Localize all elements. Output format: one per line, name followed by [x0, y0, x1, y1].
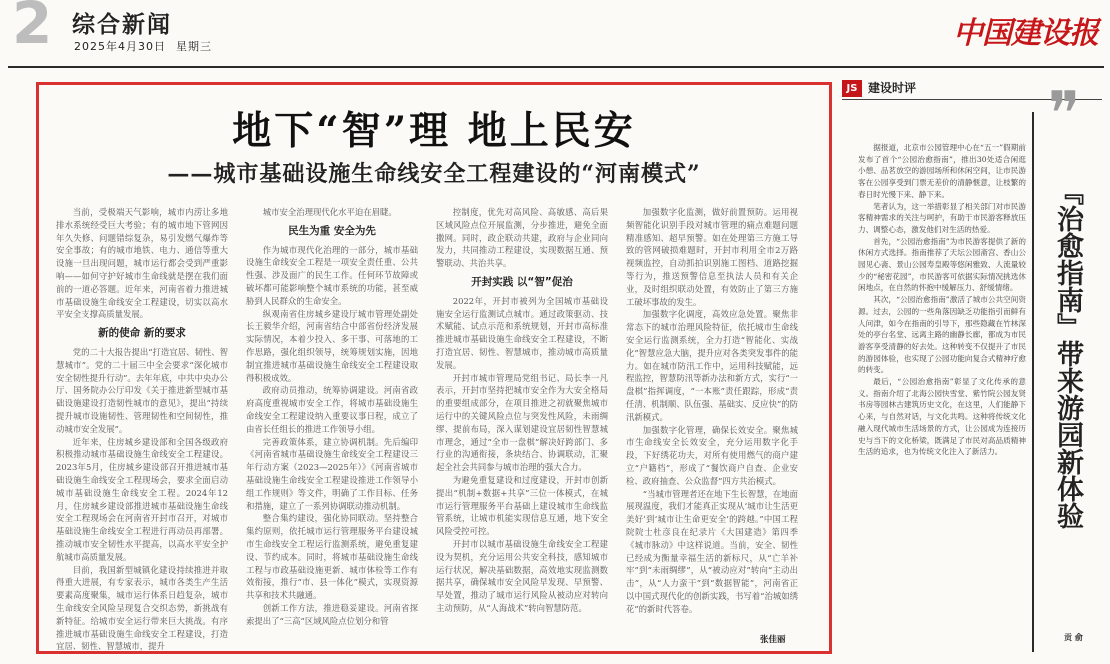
commentary-paragraph: 首先，“公园治愈指南”为市民游客提供了新的休闲方式选择。指南推荐了天坛公园斋宫、香山公园见心斋、景山公园寿皇殿等悠闲雅致、人流量较少的“秘密花园”，市民游客可依据实际情况挑选休闲地点，在自然的怀抱中缓解压力、舒缓情绪。	[858, 236, 1026, 293]
weekday-text: 星期三	[176, 40, 212, 53]
article-paragraph: 加强数字化监测，做好前置预防。运用视频智能化识别手段对城市管理的痛点难题问题精准感知、超早预警。如在处理第三方施工导致的管网破损难题时，开封市利用全市2万路视频监控，自动抓拍识别施工图档、道路挖掘等行为，推送预警信息至执法人员和有关企业，及时组织联动处置，有效防止了第三方施工破坏事故的发生。	[626, 207, 798, 307]
quote-mark-icon: ❞	[1048, 79, 1081, 149]
commentary-paragraph: 据报道，北京市公园管理中心在“五一”假期前发布了首个“公园治愈指南”，推出30处适合闲逛小憩、品茗放空的游园场所和休闲空间，让市民游客在公园享受到门票无差价的清静惬意，让枝繁的春日时光慢下来、静下来。	[858, 143, 1026, 199]
article-paragraph: 党的二十大报告提出“打造宜居、韧性、智慧城市”。党的二十届三中全会要求“深化城市安全韧性提升行动”。去年年底，中共中央办公厅、国务院办公厅印发《关于推进新型城市基础设施建设打造韧性城市的意见》，提出“持续提升城市设施韧性、管理韧性和空间韧性，推动城市安全发展”。	[56, 346, 228, 434]
date-text: 2025年4月30日	[74, 40, 166, 53]
article-column-4	[626, 206, 798, 646]
commentary-paragraph: 最后，“公园治愈指南”彰显了文化传承的意义。指南介绍了北海公园快雪堂、紫竹院公园友贤书房等园林古建筑历史文化，在这里，人们能静下心来，与自然对话，与文化共鸣。这种将传统文化融入现代城市生活场景的方式，让公园成为连接历史与当下的文化桥梁，既满足了市民对高品质精神生活的追求，也为传统文化注入了新活力。	[858, 377, 1026, 457]
commentary-divider	[1032, 112, 1034, 652]
article-author: 张佳丽	[760, 635, 786, 645]
article-paragraph: “当城市管理者还在地下生长智慧，在地面展现温度，我们才能真正实现从‘城市让生活更美好’到‘城市让生命更安全’的跨越。”中国工程院院士杜彦良在纪录片《大国建造》第四季《城市脉动》中这样说道。当前，安全、韧性已经成为衡量幸福生活的新标尺，从“亡羊补牢”到“未雨绸缪”，从“被动应对”转向“主动出击”，从“人力蛮干”到“数据智能”，河南省正以中国式现代化的创新实践，书写着“治城如绣花”的新时代答卷。	[626, 488, 798, 614]
article-paragraph: 2022年，开封市被列为全国城市基础设施安全运行监测试点城市。通过政策驱动、技术赋能、试点示范和系统规划，开封市高标准推进城市基础设施生命线安全工程建设，不断打造宜居、韧性、智慧城市，推动城市高质量发展。	[436, 295, 608, 370]
article-column-1	[56, 206, 228, 652]
commentary-label: 建设时评	[868, 81, 917, 95]
article-paragraph: 加强数字化管理，确保长效安全。聚焦城市生命线安全长效安全，充分运用数字化手段，下好绣花功夫，对所有使用燃气的商户建立“户籍档”，形成了“餐饮商户自查、企业安检、政府抽查、公众监督”四方共治模式。	[626, 424, 798, 486]
article-paragraph: 当前，受极端天气影响，城市内涝让多地排水系统经受巨大考验；有的城市地下管网因年久失修、问题错综复杂，易引发燃气爆炸等安全事故；有的城市地铁、电力、通信等重大设施一旦出现问题，城市运行都会受到严重影响——如何守护好城市生命线就是摆在我们面前的一道必答题。近年来，河南省着力推进城市基础设施生命线安全工程建设，切实以高水平安全支撑高质量发展。	[56, 207, 228, 320]
section-title: 综合新闻	[72, 12, 172, 38]
article-paragraph: 整合集约建设，强化协同联动。坚持整合集约原则，依托城市运行管理服务平台建设城市生命线安全工程运行监测系统，避免重复建设、节约成本。同时，将城市基础设施生命线工程与市政基础设施更新、城市体检等工作有效衔接，推行“市、县一体化”模式，实现资源共享和技术共融通。	[246, 513, 418, 601]
article-paragraph: 纵观南省住房城乡建设厅城市管理处副处长王毅华介绍，河南省结合中部省份经济发展实际情况，本着少投入、多干事、可落地的工作思路，强化组织领导，统筹规划实施，因地制宜推进城市基础设施生命线安全工程建设取得积极成效。	[246, 308, 418, 383]
article-paragraph: 近年来，住房城乡建设部和全国各级政府积极推动城市基础设施生命线安全工程建设。2023年5月，住房城乡建设部召开推进城市基础设施生命线安全工程现场会，要求全面启动城市基础设施生命线安全工程。2024年12月，住房城乡建设部推进城市基础设施生命线安全工程现场会在河南省开封市召开，对城市基础设施生命线安全工程进行再动员再部署。推动城市安全韧性水平提高，以高水平安全护航城市高质量发展。	[56, 436, 228, 562]
header-rule	[8, 66, 1104, 68]
commentary-author: 贡 俞	[1064, 633, 1083, 642]
article-paragraph: 作为城市现代化治理的一部分，城市基础设施生命线安全工程是一项安全责任重、公共性强、涉及面广的民生工作。任何环节故障或破坏都可能影响整个城市系统的功能，甚至威胁到人民群众的生命安全。	[246, 244, 418, 306]
commentary-body	[858, 142, 1026, 647]
section-heading: 开封实践 以“智”促治	[471, 275, 573, 288]
js-badge: JS	[842, 80, 862, 97]
article-paragraph: 政府动员推动，统筹协调建设。河南省政府高度重视城市安全工作，将城市基础设施生命线安全工程建设纳入重要议事日程，成立了由省长任组长的推进工作领导小组。	[246, 385, 418, 434]
article-paragraph: 控制度，优先对高风险、高敏感、高后果区域风险点位开展监测，分步推进，避免全面撒网。同时，政企联动共建，政府与企业同向发力，共同推动工程建设，实现数据互通、预警联动、共治共享。	[436, 207, 608, 269]
commentary-paragraph: 其次，“公园治愈指南”激活了城市公共空间资源。过去，公园的一些角落因缺乏功能指引而鲜有人问津，如今在指南的引导下，那些隐藏在竹林深处的亭台名堂、远离主路的幽静长廊，都成为市民游客享受清静的好去处。这种转变不仅提升了市民的游园体验，也实现了公园功能向复合式精神疗愈的转变。	[858, 295, 1026, 375]
section-heading: 民生为重 安全为先	[288, 224, 376, 237]
page-number: 2	[12, 0, 53, 57]
article-paragraph: 完善政策体系，建立协调机制。先后编印《河南省城市基础设施生命线安全工程建设三年行动方案（2023—2025年）》《河南省城市基础设施生命线安全工程建设推进工作领导小组工作规则》等文件，明确了工作目标、任务和措施，建立了一系列协调联动推动机制。	[246, 436, 418, 511]
section-heading: 新的使命 新的要求	[98, 327, 186, 340]
article-paragraph: 加强数字化调度，高效应急处置。聚焦非常态下的城市治理风险特征，依托城市生命线安全运行监测系统，全力打造“智能化、实战化”智慧应急大脑，提升应对各类突发事件的能力。如在城市防汛工作中，运用科技赋能，远程监控，智慧防汛等新办法和新方式，实行“一盘棋”指挥调度，“一本账”责任跟踪，形成“责任清、机制顺、队伍强、基础实、反应快”的防汛新模式。	[626, 309, 798, 422]
article-column-3	[436, 206, 608, 646]
article-headline: 地下“智”理 地上民安	[232, 108, 636, 154]
article-paragraph: 创新工作方法，推进稳妥建设。河南省探索提出了“三高”区域风险点位划分和管	[246, 602, 418, 626]
article-paragraph: 开封市城市管理局党组书记、局长李一凡表示，开封市坚持把城市安全作为大安全格局的重要组成部分，在项目推进之初就聚焦城市运行中的关键风险点位与突发性风险，未雨绸缪、提前布局，深入谋划建设宜居韧性智慧城市理念，通过“全市一盘棋”解决好跨部门、多行业的沟通衔接，条块结合、协调联动，汇聚起全社会共同参与城市治理的强大合力。	[436, 372, 608, 473]
issue-date	[74, 38, 222, 54]
commentary-paragraph: 笔者认为，这一举措彰显了相关部门对市民游客精神需求的关注与呵护，有助于市民游客释放压力、调整心态，激发他们对生活的热爱。	[858, 201, 1026, 234]
article-paragraph: 为避免重复建设和过度建设，开封市创新提出“机制+数据+共享”三位一体模式，在城市运行管理服务平台基础上建设城市生命线监管系统，让城市机能实现信息互通，地下安全风险受控可控。	[436, 474, 608, 537]
article-column-2	[246, 206, 418, 646]
article-paragraph: 城市安全治理现代化水平迫在眉睫。	[262, 207, 397, 217]
article-paragraph: 目前，我国新型城镇化建设持续推进并取得重大进展，有专家表示，城市各类生产生活要素高度聚集，城市运行体系日趋复杂，城市生命线安全风险呈现复合交织态势，新挑战有新特征。给城市安全运行带来巨大挑战。有序推进城市基础设施生命线安全工程建设，打造宜居、韧性、智慧城市，提升	[56, 564, 228, 652]
commentary-title: 『治愈指南』带来游园新体验	[1052, 178, 1083, 529]
article-paragraph: 开封市以城市基础设施生命线安全工程建设为契机，充分运用公共安全科技，感知城市运行状况，解决基础数据，高效地实现监测数据共享，确保城市安全风险早发现、早预警、早处置，推动了城市运行风险从被动应对转向主动预防，从“人海战术”转向智慧防范。	[436, 538, 608, 613]
newspaper-logo: 中国建设报	[953, 16, 1098, 51]
article-subheadline: ——城市基础设施生命线安全工程建设的“河南模式”	[167, 161, 701, 187]
